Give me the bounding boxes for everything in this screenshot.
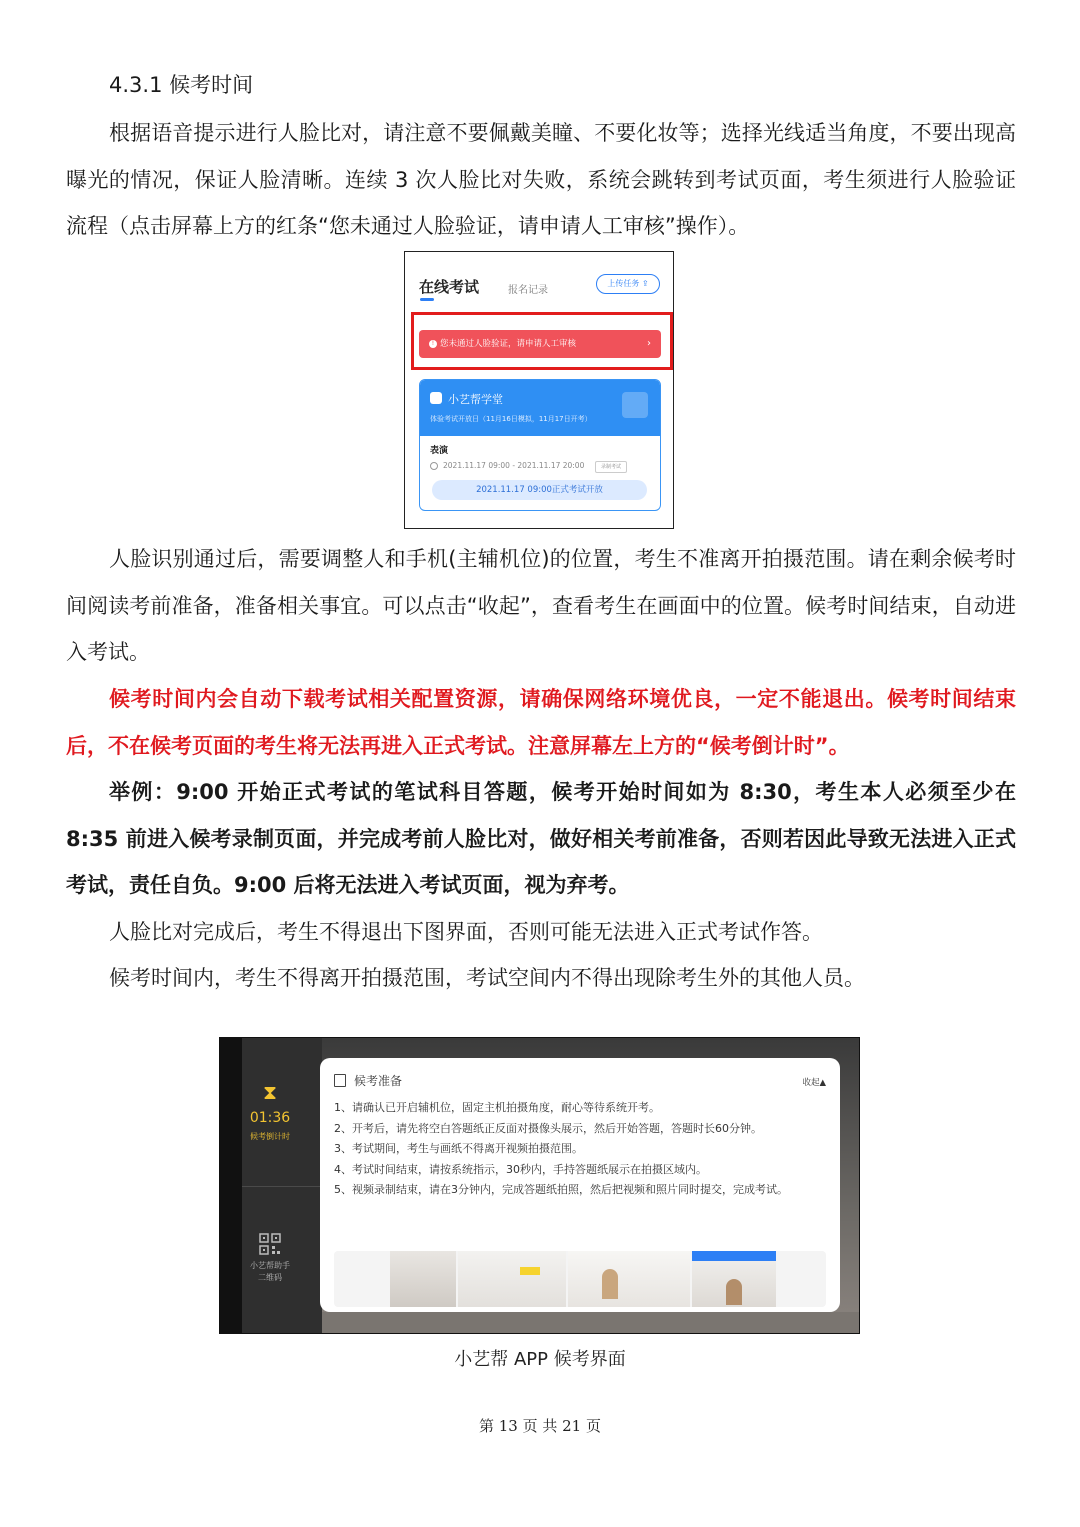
tab-online-exam[interactable]: 在线考试	[419, 278, 480, 296]
prep-rules-list	[334, 1098, 824, 1201]
play-icon	[622, 392, 648, 418]
sidebar-divider	[242, 1186, 322, 1187]
paragraph-stay-in-frame: 候考时间内，考生不得离开拍摄范围，考试空间内不得出现除考生外的其他人员。	[109, 966, 865, 990]
exam-subject-name: 表演	[430, 446, 449, 456]
example-image-header	[692, 1251, 776, 1261]
exam-card-header	[420, 380, 660, 436]
exam-card-title: 小艺帮学堂	[448, 393, 503, 406]
exam-card[interactable]	[419, 379, 661, 511]
page-number: 第 13 页 共 21 页	[478, 1417, 601, 1435]
camera-preview-bottom	[322, 1312, 860, 1334]
app-logo-icon	[430, 392, 442, 404]
example-image	[568, 1251, 690, 1307]
countdown-label: 候考倒计时	[250, 1132, 290, 1141]
collapse-button[interactable]: 收起▲	[802, 1078, 826, 1088]
list-item: 5、视频录制结束，请在3分钟内，完成答题纸拍照，然后把视频和照片同时提交，完成考试。	[334, 1183, 788, 1197]
upload-icon: ⇪	[641, 279, 649, 288]
panel-title: 候考准备	[354, 1074, 403, 1088]
document-icon	[334, 1074, 346, 1087]
waiting-prep-panel	[320, 1058, 840, 1312]
qr-code-label: 小艺帮助手 二维码	[250, 1261, 290, 1282]
figure-waiting-interface-screenshot	[219, 1037, 860, 1334]
paragraph-example-bold: 举例：9:00 开始正式考试的笔试科目答题，候考开始时间如为 8:30，考生本人必须至少在 8:35 前进入候考录制页面，并完成考前人脸比对，做好相关考前准备，否则若因此导致无法进入正式考试，责任自负。9:00 后将无法进入考试页面，视为弃考。	[66, 780, 1016, 897]
example-image	[390, 1251, 456, 1307]
paragraph-no-exit: 人脸比对完成后，考生不得退出下图界面，否则可能无法进入正式考试作答。	[109, 920, 823, 944]
face-verification-alert[interactable]	[419, 330, 661, 358]
active-tab-indicator	[420, 298, 434, 301]
paragraph-warning-red: 候考时间内会自动下载考试相关配置资源，请确保网络环境优良，一定不能退出。候考时间结束后，不在候考页面的考生将无法再进入正式考试。注意屏幕左上方的“候考倒计时”。	[66, 687, 1016, 758]
paragraph-position-adjust: 人脸识别通过后，需要调整人和手机(主辅机位)的位置，考生不准离开拍摄范围。请在剩余候考时间阅读考前准备，准备相关事宜。可以点击“收起”，查看考生在画面中的位置。候考时间结束，自动进入考试。	[66, 547, 1016, 664]
exam-time: 2021.11.17 09:00 - 2021.11.17 20:00	[430, 461, 584, 470]
figure-online-exam-screenshot	[404, 251, 674, 529]
warning-icon: !	[429, 340, 437, 348]
chevron-right-icon: ›	[647, 338, 651, 349]
qr-code-icon[interactable]	[259, 1233, 281, 1255]
countdown-timer: 01:36	[249, 1110, 291, 1126]
list-item: 2、开考后，请先将空白答题纸正反面对摄像头展示，然后开始答题，答题时长60分钟。	[334, 1121, 762, 1135]
exam-type-tag: 录制考试	[595, 461, 627, 473]
section-heading: 4.3.1 候考时间	[109, 73, 254, 97]
list-item: 1、请确认已开启辅机位，固定主机拍摄角度，耐心等待系统开考。	[334, 1101, 660, 1114]
left-edge	[220, 1038, 242, 1333]
upload-task-button[interactable]: 上传任务 ⇪	[596, 274, 660, 294]
tab-registration-record[interactable]: 报名记录	[508, 285, 548, 296]
hourglass-icon: ⧗	[263, 1080, 278, 1104]
example-image	[458, 1251, 566, 1307]
list-item: 4、考试时间结束，请按系统指示，30秒内，手持答题纸展示在拍摄区域内。	[334, 1162, 707, 1176]
exam-open-button[interactable]: 2021.11.17 09:00正式考试开放	[432, 480, 647, 500]
person-figure	[602, 1269, 618, 1299]
alert-text: 您未通过人脸验证，请申请人工审核	[440, 339, 577, 349]
clock-icon	[430, 462, 438, 470]
paragraph-face-compare: 根据语音提示进行人脸比对，请注意不要佩戴美瞳、不要化妆等；选择光线适当角度，不要出现高曝光的情况，保证人脸清晰。连续 3 次人脸比对失败，系统会跳转到考试页面，考生须进行人脸验证流程（点击屏幕上方的红条“您未通过人脸验证，请申请人工审核”操作）。	[66, 121, 1016, 238]
figure-caption: 小艺帮 APP 候考界面	[454, 1349, 626, 1370]
exam-card-subtitle: 体验考试开放日（11月16日模拟，11月17日开考）	[430, 415, 592, 423]
list-item: 3、考试期间，考生与画纸不得离开视频拍摄范围。	[334, 1142, 583, 1156]
person-figure	[726, 1279, 742, 1305]
example-images-strip	[334, 1251, 826, 1307]
distance-tag	[520, 1267, 540, 1275]
